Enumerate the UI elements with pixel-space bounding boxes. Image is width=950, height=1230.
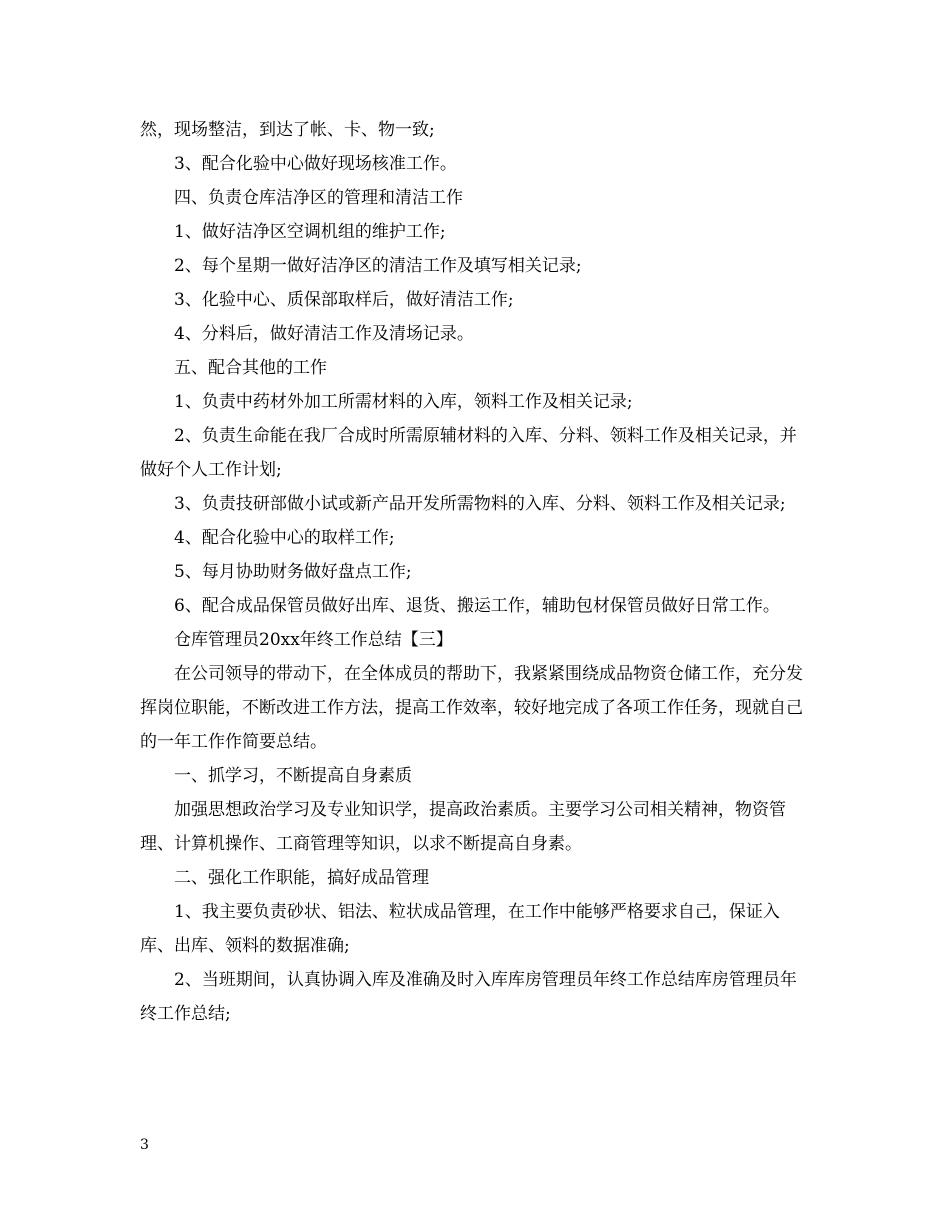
paragraph: 3、配合化验中心做好现场核准工作。 (174, 154, 457, 174)
page-number: 3 (140, 1137, 149, 1153)
section-heading: 五、配合其他的工作 (174, 358, 327, 378)
section-heading: 一、抓学习，不断提高自身素质 (174, 766, 412, 786)
section-heading: 四、负责仓库洁净区的管理和清洁工作 (174, 188, 463, 208)
document-body (140, 113, 810, 1031)
section-heading: 二、强化工作职能，搞好成品管理 (174, 868, 429, 888)
list-item: 3、化验中心、质保部取样后，做好清洁工作; (174, 290, 514, 310)
paragraph: 然，现场整洁，到达了帐、卡、物一致; (140, 120, 435, 140)
list-item: 1、我主要负责砂状、铝法、粒状成品管理，在工作中能够严格要求自己，保证入库、出库、领料的数据准确; (140, 902, 780, 956)
list-item: 1、负责中药材外加工所需材料的入库，领料工作及相关记录; (174, 392, 633, 412)
list-item: 1、做好洁净区空调机组的维护工作; (174, 222, 446, 242)
document-title: 仓库管理员20xx年终工作总结【三】 (174, 630, 453, 650)
list-item: 2、每个星期一做好洁净区的清洁工作及填写相关记录; (174, 256, 582, 276)
list-item: 6、配合成品保管员做好出库、退货、搬运工作，辅助包材保管员做好日常工作。 (174, 596, 780, 616)
list-item: 2、负责生命能在我厂合成时所需原辅材料的入库、分料、领料工作及相关记录，并做好个人工作计划; (140, 426, 797, 480)
list-item: 5、每月协助财务做好盘点工作; (174, 562, 412, 582)
list-item: 4、配合化验中心的取样工作; (174, 528, 395, 548)
list-item: 3、负责技研部做小试或新产品开发所需物料的入库、分料、领料工作及相关记录; (174, 494, 786, 514)
list-item: 2、当班期间，认真协调入库及准确及时入库库房管理员年终工作总结库房管理员年终工作总结; (140, 970, 797, 1024)
paragraph: 在公司领导的带动下，在全体成员的帮助下，我紧紧围绕成品物资仓储工作，充分发挥岗位职能，不断改进工作方法，提高工作效率，较好地完成了各项工作任务，现就自己的一年工作作简要总结。 (140, 664, 803, 752)
list-item: 4、分料后，做好清洁工作及清场记录。 (174, 324, 474, 344)
paragraph: 加强思想政治学习及专业知识学，提高政治素质。主要学习公司相关精神，物资管理、计算机操作、工商管理等知识，以求不断提高自身素。 (140, 800, 786, 854)
